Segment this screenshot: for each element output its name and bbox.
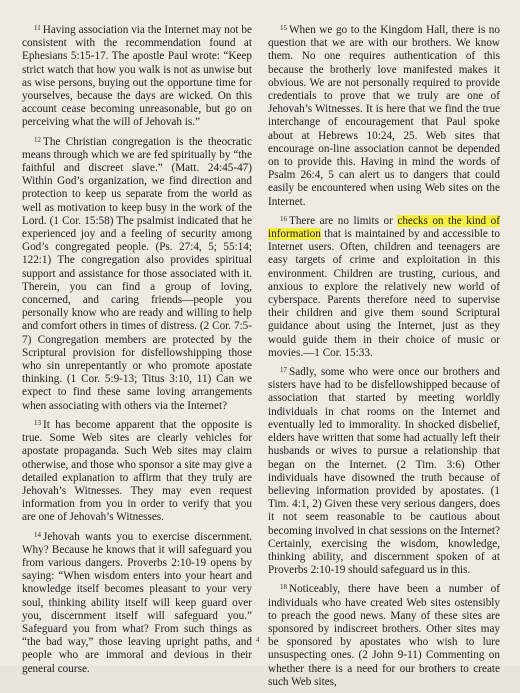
paragraph-number: 13	[34, 418, 41, 427]
paragraph-number: 11	[34, 24, 41, 32]
paragraph-13	[22, 417, 252, 525]
paragraph-number: 14	[34, 530, 41, 539]
paragraph-text-before: There are no limits or	[289, 214, 398, 227]
paragraph-text-after: that is maintained by and accessible to Internet users. Often, children and teenagers are easy targets of crime and exploitation in this environment. Children are trusting, curious, and anxious to explore the relatively new world of cyberspace. Parents therefore need to supervise their children and give them sound Scriptural guidance about using the Internet, just as they would guide them in their choice of music or movies.—1 Cor. 15:33.	[268, 228, 500, 359]
paragraph-17	[268, 364, 500, 577]
paragraph-number: 18	[280, 583, 287, 592]
paragraph-text: Sadly, some who were once our brothers and sisters have had to be disfellowshipped because of association that started by meeting worldly individuals in chat rooms on the Internet and eventually led to immorality. In shocked disbelief, elders have written that some had actually left their husbands or wives to pursue a relationship that began on the Internet. (2 Tim. 3:6) Other individuals have disowned the truth because of believing information provided by apostates. (1 Tim. 4:1, 2) Given these very serious dangers, does it not seem reasonable to be cautious about becoming involved in chat sessions on the Internet? Certainly, exercising the wisdom, knowledge, thinking ability, and discernment spoken of at Proverbs 2:10-19 should safeguard us in this.	[268, 366, 500, 577]
paragraph-11	[22, 22, 252, 130]
left-column	[22, 22, 252, 680]
page-number: 4	[256, 636, 260, 644]
paragraph-18	[268, 581, 500, 689]
paragraph-number: 12	[34, 135, 41, 144]
paragraph-text: Having association via the Internet may not be consistent with the recommendation found at Ephesians 5:15-17. The apostle Paul wrote: “Keep strict watch that how you walk is not as unwise but as wise persons, buying out the opportune time for yourselves, because the days are wicked. On this account cease becoming unreasonable, but go on perceiving what the will of Jehovah is.”	[22, 24, 252, 129]
right-column	[268, 22, 500, 693]
paragraph-12	[22, 134, 252, 413]
paragraph-text: Noticeably, there have been a number of individuals who have created Web sites ostensibly to preach the good news. Many of these sites are sponsored by indiscreet brothers. Other sites may be sponsored by apostates who wish to lure unsuspecting ones. (2 John 9-11) Commenting on whether there is a need for our brothers to create such Web sites,	[268, 583, 500, 688]
highlighted-text: checks on the kind of information	[268, 214, 500, 241]
paragraph-14	[22, 529, 252, 676]
paragraph-number: 17	[280, 366, 287, 375]
paragraph-text: Jehovah wants you to exercise discernment. Why? Because he knows that it will safeguard you from various dangers. Proverbs 2:10-19 opens by saying: “When wisdom enters into your heart and knowledge itself becomes pleasant to your very soul, thinking ability itself will keep guard over you, discernment itself will safeguard you.” Safeguard you from what? From such things as “the bad way,” those leaving upright paths, and people who are immoral and devious in their general course.	[22, 530, 252, 675]
paragraph-text: The Christian congregation is the theocratic means through which we are fed spiritually by “the faithful and discreet slave.” (Matt. 24:45-47) Within God’s organization, we find direction and protection to keep us separate from the world as well as motivation to keep busy in the work of the Lord. (1 Cor. 15:58) The psalmist indicated that he experienced joy and a feeling of security among God’s congregated people. (Ps. 27:4, 5; 55:14; 122:1) The congregation also provides spiritual support and assistance for those associated with it. Therein, you can find a group of loving, concerned, and caring friends—people you personally know who are ready and willing to help and comfort others in times of distress. (2 Cor. 7:5-7) Congregation members are protected by the Scriptural provision for disfellowshipping those who sin unrepentantly or who promote apostate thinking. (1 Cor. 5:9-13; Titus 3:10, 11) Can we expect to find these same loving arrangements when associating with others via the Internet?	[22, 135, 252, 412]
paragraph-15	[268, 22, 500, 209]
paragraph-text: When we go to the Kingdom Hall, there is no question that we are with our brothers. We know them. No one requires authentication of this because the brotherly love manifested makes it obvious. We are not personally required to provide credentials to prove that we truly are one of Jehovah’s Witnesses. It is here that we find the true interchange of encouragement that Paul spoke about at Hebrews 10:24, 25. Web sites that encourage on-line association cannot be depended on to provide this. Having in mind the words of Psalm 26:4, 5 can alert us to dangers that could easily be encountered when using Web sites on the Internet.	[268, 24, 500, 208]
paragraph-16	[268, 213, 500, 360]
paragraph-number: 16	[280, 214, 287, 223]
paragraph-text: It has become apparent that the opposite is true. Some Web sites are clearly vehicles for apostate propaganda. Such Web sites may claim otherwise, and those who sponsor a site may give a detailed explanation to affirm that they truly are Jehovah’s Witnesses. They may even request information from you in order to verify that you are one of Jehovah’s Witnesses.	[22, 418, 252, 524]
paragraph-number: 15	[280, 24, 287, 32]
